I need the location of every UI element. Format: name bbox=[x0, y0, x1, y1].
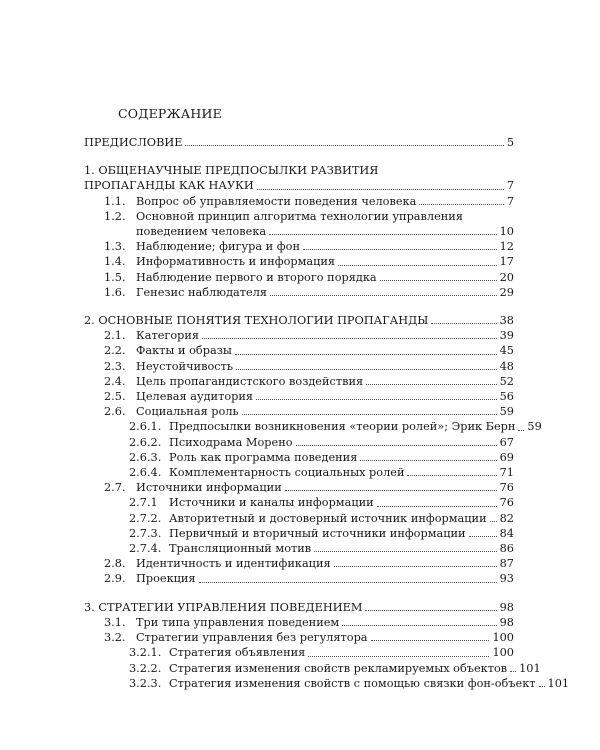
leader-dots bbox=[366, 384, 497, 385]
toc-page-number: 76 bbox=[499, 481, 514, 495]
toc-entry-2-6[interactable] bbox=[84, 404, 514, 419]
leader-dots bbox=[371, 640, 490, 641]
toc-entry-preface[interactable] bbox=[84, 135, 514, 150]
toc-page-number: 5 bbox=[506, 136, 514, 149]
section-title: Целевая аудитория bbox=[136, 390, 254, 404]
toc-entry-2-1[interactable] bbox=[84, 328, 514, 343]
subsection-number: 2.7.3. bbox=[129, 526, 162, 540]
subsection-title: Авторитетный и достоверный источник информации bbox=[169, 511, 487, 525]
section-number: 2.1. bbox=[104, 329, 126, 343]
leader-dots bbox=[296, 445, 497, 446]
section-title: Наблюдение первого и второго порядка bbox=[136, 270, 377, 284]
toc-entry-3-1[interactable] bbox=[84, 615, 514, 630]
leader-dots bbox=[199, 582, 497, 583]
leader-dots bbox=[314, 551, 496, 552]
table-of-contents bbox=[84, 135, 570, 691]
toc-page-number: 20 bbox=[499, 270, 514, 284]
toc-page-number: 52 bbox=[499, 374, 514, 388]
toc-entry-2-7-4[interactable] bbox=[84, 541, 514, 556]
subsection-title: Стратегия изменения свойств с помощью связки фон-объект bbox=[169, 676, 536, 690]
chapter-title-continued: ПРОПАГАНДЫ КАК НАУКИ bbox=[84, 179, 254, 193]
section-title-continued: поведением человека bbox=[136, 225, 267, 239]
subsection-title: Предпосылки возникновения «теории ролей»; Эрик Берн bbox=[169, 420, 516, 434]
toc-entry-3-2-1[interactable] bbox=[84, 645, 514, 660]
leader-dots bbox=[202, 338, 497, 339]
chapter-title: 3. СТРАТЕГИИ УПРАВЛЕНИЯ ПОВЕДЕНИЕМ bbox=[84, 600, 363, 614]
section-title: Три типа управления поведением bbox=[136, 615, 340, 629]
toc-page-number: 17 bbox=[499, 255, 514, 269]
section-title: Идентичность и идентификация bbox=[136, 557, 331, 571]
leader-dots bbox=[380, 280, 497, 281]
toc-page-number: 87 bbox=[499, 557, 514, 571]
section-title: Факты и образы bbox=[136, 344, 232, 358]
toc-page-number: 71 bbox=[499, 466, 514, 480]
subsection-number: 2.7.2. bbox=[129, 511, 162, 525]
subsection-title: Стратегия изменения свойств рекламируемых объектов bbox=[169, 661, 508, 675]
toc-entry-1-5[interactable] bbox=[84, 270, 514, 285]
toc-page-number: 93 bbox=[499, 572, 514, 586]
section-title: Информативность и информация bbox=[136, 255, 336, 269]
toc-page-number: 10 bbox=[499, 225, 514, 239]
leader-dots bbox=[256, 399, 497, 400]
toc-page-number: 98 bbox=[499, 600, 514, 614]
toc-entry-1-3[interactable] bbox=[84, 239, 514, 254]
leader-dots bbox=[308, 656, 489, 657]
toc-entry-label: ПРЕДИСЛОВИЕ bbox=[84, 136, 183, 149]
subsection-number: 2.7.1 bbox=[129, 496, 158, 510]
toc-entry-3-2-3[interactable] bbox=[84, 676, 570, 691]
toc-page-number: 101 bbox=[519, 661, 541, 675]
toc-entry-2-7-2[interactable] bbox=[84, 511, 514, 526]
toc-entry-1-2[interactable] bbox=[84, 224, 514, 239]
toc-page-number: 100 bbox=[492, 631, 514, 645]
toc-entry-2-6-2[interactable] bbox=[84, 435, 514, 450]
leader-dots bbox=[518, 430, 524, 431]
toc-entry-2-9[interactable] bbox=[84, 571, 514, 586]
leader-dots bbox=[469, 536, 497, 537]
toc-entry-2-8[interactable] bbox=[84, 556, 514, 571]
toc-page-number: 67 bbox=[499, 435, 514, 449]
leader-dots bbox=[303, 249, 497, 250]
toc-page-number: 69 bbox=[499, 450, 514, 464]
toc-page-number: 7 bbox=[506, 194, 514, 208]
section-number: 2.8. bbox=[104, 557, 126, 571]
section-number: 1.6. bbox=[104, 285, 126, 299]
page-title: СОДЕРЖАНИЕ bbox=[118, 106, 222, 121]
leader-dots bbox=[269, 234, 497, 235]
toc-page-number: 48 bbox=[499, 359, 514, 373]
section-number: 2.5. bbox=[104, 390, 126, 404]
subsection-number: 3.2.3. bbox=[129, 676, 162, 690]
toc-chapter-1-line1[interactable] bbox=[84, 163, 514, 178]
leader-dots bbox=[334, 566, 497, 567]
toc-page-number: 7 bbox=[506, 179, 514, 193]
section-title: Генезис наблюдателя bbox=[136, 285, 267, 299]
leader-dots bbox=[431, 323, 496, 324]
toc-entry-2-7-1[interactable] bbox=[84, 495, 514, 510]
section-number: 3.1. bbox=[104, 615, 126, 629]
toc-page-number: 38 bbox=[499, 314, 514, 328]
toc-entry-3-2-2[interactable] bbox=[84, 661, 541, 676]
section-title: Наблюдение; фигура и фон bbox=[136, 240, 300, 254]
leader-dots bbox=[285, 490, 497, 491]
leader-dots bbox=[407, 475, 496, 476]
section-number: 2.4. bbox=[104, 374, 126, 388]
leader-dots bbox=[360, 460, 496, 461]
toc-entry-1-4[interactable] bbox=[84, 254, 514, 269]
toc-page-number: 12 bbox=[499, 240, 514, 254]
toc-page-number: 76 bbox=[499, 496, 514, 510]
toc-chapter-2[interactable] bbox=[84, 313, 514, 328]
leader-dots bbox=[257, 189, 504, 190]
toc-entry-1-6[interactable] bbox=[84, 285, 514, 300]
section-number: 1.4. bbox=[104, 255, 126, 269]
toc-entry-2-2[interactable] bbox=[84, 343, 514, 358]
subsection-number: 2.6.4. bbox=[129, 466, 162, 480]
chapter-title: 1. ОБЩЕНАУЧНЫЕ ПРЕДПОСЫЛКИ РАЗВИТИЯ bbox=[84, 164, 379, 178]
toc-entry-2-7-3[interactable] bbox=[84, 526, 514, 541]
toc-entry-2-4[interactable] bbox=[84, 374, 514, 389]
section-title: Стратегии управления без регулятора bbox=[136, 631, 368, 645]
leader-dots bbox=[242, 414, 497, 415]
leader-dots bbox=[539, 686, 545, 687]
toc-page-number: 29 bbox=[499, 285, 514, 299]
toc-page-number: 56 bbox=[499, 390, 514, 404]
section-number: 1.3. bbox=[104, 240, 126, 254]
section-number: 2.9. bbox=[104, 572, 126, 586]
section-title: Источники информации bbox=[136, 481, 282, 495]
section-title: Неустойчивость bbox=[136, 359, 233, 373]
toc-entry-1-2-line1[interactable] bbox=[84, 209, 514, 224]
toc-entry-2-6-1[interactable] bbox=[84, 419, 542, 434]
leader-dots bbox=[270, 295, 497, 296]
toc-page-number: 101 bbox=[547, 676, 570, 690]
section-number: 2.3. bbox=[104, 359, 126, 373]
leader-dots bbox=[365, 610, 496, 611]
toc-entry-1-1[interactable] bbox=[84, 194, 514, 209]
toc-page-number: 86 bbox=[499, 542, 514, 556]
leader-dots bbox=[377, 506, 497, 507]
toc-entry-2-7[interactable] bbox=[84, 480, 514, 495]
section-title: Проекция bbox=[136, 572, 196, 586]
toc-page-number: 84 bbox=[499, 526, 514, 540]
toc-page-number: 45 bbox=[499, 344, 514, 358]
toc-page-number: 82 bbox=[499, 511, 514, 525]
subsection-title: Стратегия объявления bbox=[169, 646, 306, 660]
toc-chapter-1[interactable] bbox=[84, 178, 514, 193]
subsection-title: Первичный и вторичный источники информации bbox=[169, 526, 466, 540]
subsection-number: 2.7.4. bbox=[129, 542, 162, 556]
toc-page-number: 98 bbox=[499, 615, 514, 629]
section-title: Вопрос об управляемости поведения человека bbox=[136, 194, 417, 208]
subsection-number: 2.6.3. bbox=[129, 450, 162, 464]
subsection-number: 3.2.1. bbox=[129, 646, 162, 660]
section-number: 3.2. bbox=[104, 631, 126, 645]
toc-page-number: 59 bbox=[499, 405, 514, 419]
section-number: 1.2. bbox=[104, 209, 126, 223]
leader-dots bbox=[342, 625, 496, 626]
subsection-title: Комплементарность социальных ролей bbox=[169, 466, 405, 480]
toc-entry-3-2[interactable] bbox=[84, 630, 514, 645]
toc-page-number: 59 bbox=[527, 420, 542, 434]
section-title: Основной принцип алгоритма технологии управления bbox=[136, 209, 463, 223]
section-number: 2.7. bbox=[104, 481, 126, 495]
leader-dots bbox=[419, 204, 503, 205]
toc-entry-2-3[interactable] bbox=[84, 359, 514, 374]
section-title: Цель пропагандистского воздействия bbox=[136, 374, 364, 388]
toc-page-number: 100 bbox=[492, 646, 514, 660]
toc-entry-2-6-4[interactable] bbox=[84, 465, 514, 480]
subsection-title: Роль как программа поведения bbox=[169, 450, 358, 464]
leader-dots bbox=[185, 145, 503, 146]
leader-dots bbox=[236, 369, 497, 370]
chapter-title: 2. ОСНОВНЫЕ ПОНЯТИЯ ТЕХНОЛОГИИ ПРОПАГАНДЫ bbox=[84, 314, 429, 328]
section-number: 1.1. bbox=[104, 194, 126, 208]
subsection-title: Источники и каналы информации bbox=[169, 496, 374, 510]
toc-chapter-3[interactable] bbox=[84, 600, 514, 615]
subsection-title: Психодрама Морено bbox=[169, 435, 293, 449]
toc-entry-2-5[interactable] bbox=[84, 389, 514, 404]
leader-dots bbox=[338, 265, 497, 266]
section-number: 2.6. bbox=[104, 405, 126, 419]
section-title: Категория bbox=[136, 329, 200, 343]
leader-dots bbox=[235, 354, 497, 355]
subsection-title: Трансляционный мотив bbox=[169, 542, 312, 556]
section-number: 1.5. bbox=[104, 270, 126, 284]
section-title: Социальная роль bbox=[136, 405, 239, 419]
toc-entry-2-6-3[interactable] bbox=[84, 450, 514, 465]
section-number: 2.2. bbox=[104, 344, 126, 358]
subsection-number: 3.2.2. bbox=[129, 661, 162, 675]
subsection-number: 2.6.2. bbox=[129, 435, 162, 449]
leader-dots bbox=[490, 521, 497, 522]
subsection-number: 2.6.1. bbox=[129, 420, 162, 434]
leader-dots bbox=[510, 671, 516, 672]
toc-page-number: 39 bbox=[499, 329, 514, 343]
